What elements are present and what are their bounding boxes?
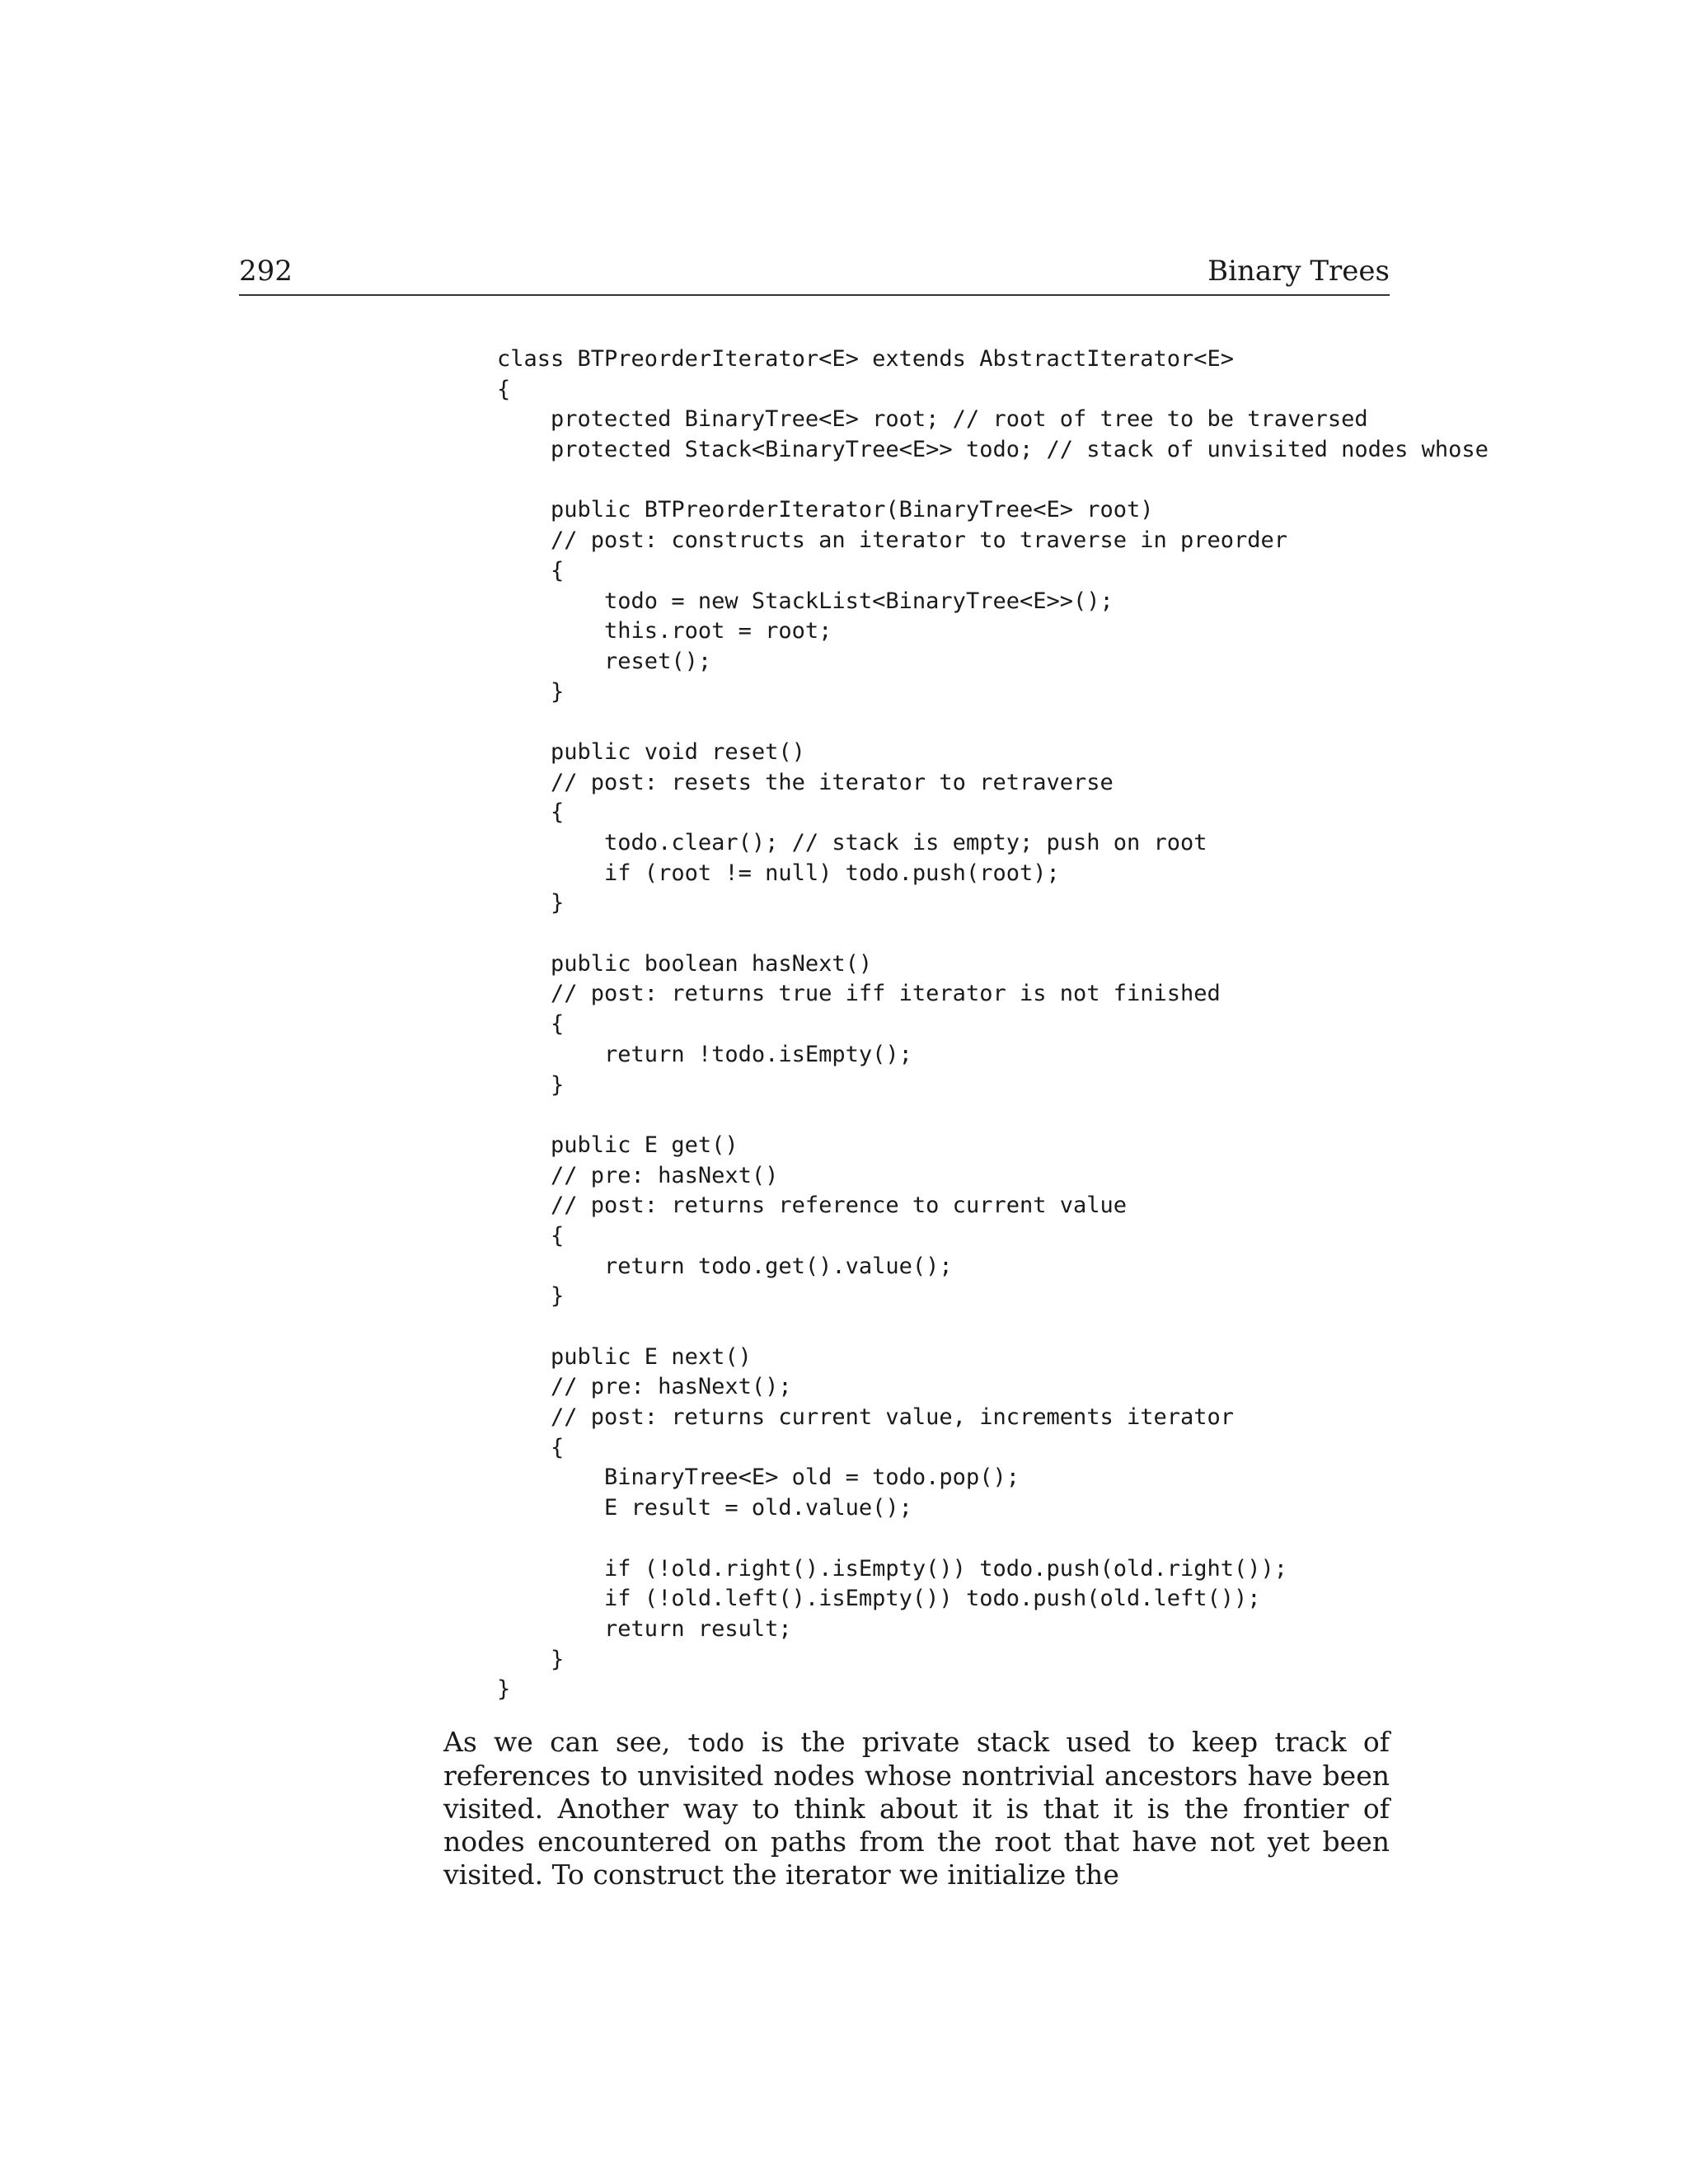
code-line: reset(); [497, 648, 712, 674]
code-line: return !todo.isEmpty(); [497, 1041, 912, 1067]
code-line: // post: returns current value, increments iterator [497, 1404, 1235, 1431]
page-header [239, 251, 1390, 296]
code-line: E result = old.value(); [497, 1495, 912, 1521]
code-line: // post: constructs an iterator to traverse in preorder [497, 527, 1288, 554]
code-line: protected BinaryTree<E> root; // root of tree to be traversed [497, 406, 1368, 433]
code-line: // post: returns reference to current value [497, 1193, 1128, 1219]
code-line: public void reset() [497, 738, 805, 765]
code-line: protected Stack<BinaryTree<E>> todo; // stack of unvisited nodes whose [497, 437, 1489, 463]
code-line: } [497, 1283, 565, 1310]
page-number: 292 [239, 255, 293, 288]
code-line: // post: returns true iff iterator is not finished [497, 981, 1221, 1007]
code-line: public E next() [497, 1343, 752, 1370]
code-line: return todo.get().value(); [497, 1253, 953, 1279]
code-line: // pre: hasNext() [497, 1162, 779, 1188]
code-line: if (!old.left().isEmpty()) todo.push(old.left()); [497, 1586, 1261, 1612]
inline-code-term: todo [687, 1729, 745, 1757]
code-line: return result; [497, 1615, 792, 1642]
code-line [497, 707, 1489, 738]
code-line: { [497, 1011, 565, 1038]
code-line: public E get() [497, 1132, 738, 1158]
code-line [497, 1524, 1489, 1554]
code-line: } [497, 890, 565, 916]
code-line: public boolean hasNext() [497, 950, 873, 977]
code-line: { [497, 799, 565, 826]
paragraph-text-rest: is the private stack used to keep track of references to unvisited nodes whose nontrivial ancestors have been visited. Another way to think about it is that it is the frontier of nodes encountered on paths from the root that have not yet been visited. To construct the iterator we initialize the [443, 1726, 1390, 1891]
code-line: this.root = root; [497, 618, 832, 644]
code-line: } [497, 1676, 511, 1703]
code-line [497, 1100, 1489, 1131]
code-line: todo.clear(); // stack is empty; push on root [497, 830, 1207, 855]
code-line: } [497, 1071, 565, 1098]
code-line: { [497, 557, 565, 583]
running-head: Binary Trees [1207, 255, 1390, 288]
code-line: { [497, 1434, 565, 1460]
code-line: // pre: hasNext(); [497, 1374, 792, 1400]
code-line: { [497, 376, 511, 402]
code-line [497, 919, 1489, 949]
code-line: } [497, 1646, 565, 1672]
code-line: BinaryTree<E> old = todo.pop(); [497, 1465, 1020, 1491]
code-line: if (root != null) todo.push(root); [497, 860, 1060, 886]
code-line: } [497, 678, 565, 705]
code-line: { [497, 1222, 565, 1249]
code-line [497, 1312, 1489, 1343]
paragraph-text-start: As we can see, [443, 1726, 687, 1758]
code-line: todo = new StackList<BinaryTree<E>>(); [497, 588, 1114, 614]
code-line: // post: resets the iterator to retraverse [497, 769, 1114, 795]
code-line: class BTPreorderIterator<E> extends AbstractIterator<E> [497, 346, 1235, 372]
code-line [497, 466, 1489, 496]
code-listing [497, 344, 1489, 1705]
code-line: public BTPreorderIterator(BinaryTree<E> root) [497, 497, 1154, 523]
code-line: if (!old.right().isEmpty()) todo.push(old.right()); [497, 1555, 1288, 1582]
body-paragraph [443, 1726, 1390, 1891]
